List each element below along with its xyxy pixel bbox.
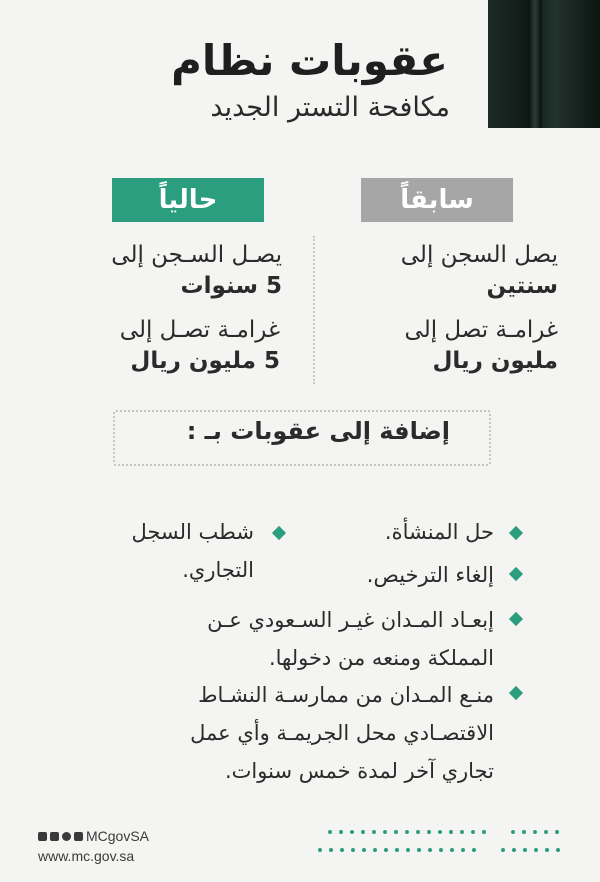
penalty-item — [207, 601, 494, 677]
now-prison-value: 5 سنوات — [180, 273, 282, 299]
bullet-diamond-icon — [509, 526, 523, 540]
dot — [439, 848, 443, 852]
dot — [395, 848, 399, 852]
photo-bar — [528, 0, 542, 128]
before-fine-label: غرامـة تصل إلى — [404, 317, 558, 343]
penalty-line: تجاري آخر لمدة خمس سنوات. — [224, 759, 494, 783]
dot — [329, 848, 333, 852]
dot — [384, 848, 388, 852]
dot — [511, 830, 515, 834]
website-link[interactable]: www.mc.gov.sa — [38, 848, 135, 864]
bullet-diamond-icon — [509, 686, 523, 700]
dot — [534, 848, 538, 852]
dot — [427, 830, 431, 834]
dot — [522, 830, 526, 834]
dot — [449, 830, 453, 834]
dot — [544, 830, 548, 834]
now-fine-value: 5 مليون ريال — [130, 348, 280, 374]
dot — [328, 830, 332, 834]
dot — [471, 830, 475, 834]
before-prison-label: يصل السجن إلى — [400, 242, 558, 268]
penalty-line: الاقتصـادي محل الجريمـة وأي عمل — [190, 721, 494, 745]
dot — [339, 830, 343, 834]
before-prison — [401, 240, 558, 302]
penalty-item: حل المنشأة. — [384, 520, 494, 544]
penalty-item: إلغاء الترخيص. — [366, 563, 494, 587]
page-subtitle: مكافحة التستر الجديد — [210, 92, 450, 123]
before-fine — [405, 315, 558, 377]
penalty-line: منـع المـدان من ممارسـة النشـاط — [198, 683, 494, 707]
dot — [405, 830, 409, 834]
penalty-line: شطب السجل — [131, 520, 254, 544]
dot — [512, 848, 516, 852]
dot — [545, 848, 549, 852]
youtube-icon[interactable] — [74, 832, 83, 841]
before-fine-value: مليون ريال — [432, 348, 558, 374]
penalty-line: التجاري. — [182, 558, 254, 582]
dot — [383, 830, 387, 834]
dot — [362, 848, 366, 852]
now-prison — [111, 240, 282, 302]
bullet-diamond-icon — [272, 526, 286, 540]
column-divider — [313, 236, 315, 384]
decorative-dots — [318, 826, 568, 866]
now-fine — [120, 315, 280, 377]
penalty-line: إبعـاد المـدان غيـر السـعودي عـن — [207, 608, 494, 632]
facebook-icon[interactable] — [50, 832, 59, 841]
before-header: سابقاً — [361, 178, 513, 222]
dot — [428, 848, 432, 852]
dot — [318, 848, 322, 852]
penalty-item — [190, 676, 494, 790]
bullet-diamond-icon — [509, 567, 523, 581]
dot — [350, 830, 354, 834]
dot — [372, 830, 376, 834]
dot — [438, 830, 442, 834]
dot — [340, 848, 344, 852]
dot — [406, 848, 410, 852]
dot — [556, 848, 560, 852]
dot — [461, 848, 465, 852]
dot — [523, 848, 527, 852]
dot — [555, 830, 559, 834]
dot — [450, 848, 454, 852]
dot — [361, 830, 365, 834]
dot — [482, 830, 486, 834]
instagram-icon[interactable] — [62, 832, 71, 841]
footer — [38, 828, 149, 864]
dot — [417, 848, 421, 852]
social-handle-text[interactable]: MCgovSA — [86, 828, 150, 844]
now-prison-label: يصـل السـجن إلى — [111, 242, 282, 268]
dot — [472, 848, 476, 852]
now-header: حالياً — [112, 178, 264, 222]
now-fine-label: غرامـة تصـل إلى — [119, 317, 280, 343]
penalty-line: المملكة ومنعه من دخولها. — [268, 646, 494, 670]
dot — [460, 830, 464, 834]
twitter-icon[interactable] — [38, 832, 47, 841]
bullet-diamond-icon — [509, 612, 523, 626]
before-prison-value: سنتين — [486, 273, 558, 299]
dot — [533, 830, 537, 834]
dot — [501, 848, 505, 852]
penalty-item — [131, 513, 254, 589]
dot — [373, 848, 377, 852]
social-handle — [38, 828, 149, 844]
header-photo — [488, 0, 600, 128]
dot — [394, 830, 398, 834]
addition-label: إضافة إلى عقوبات بـ : — [186, 417, 450, 445]
page-title: عقوبات نظام — [171, 36, 448, 85]
dot — [351, 848, 355, 852]
dot — [416, 830, 420, 834]
